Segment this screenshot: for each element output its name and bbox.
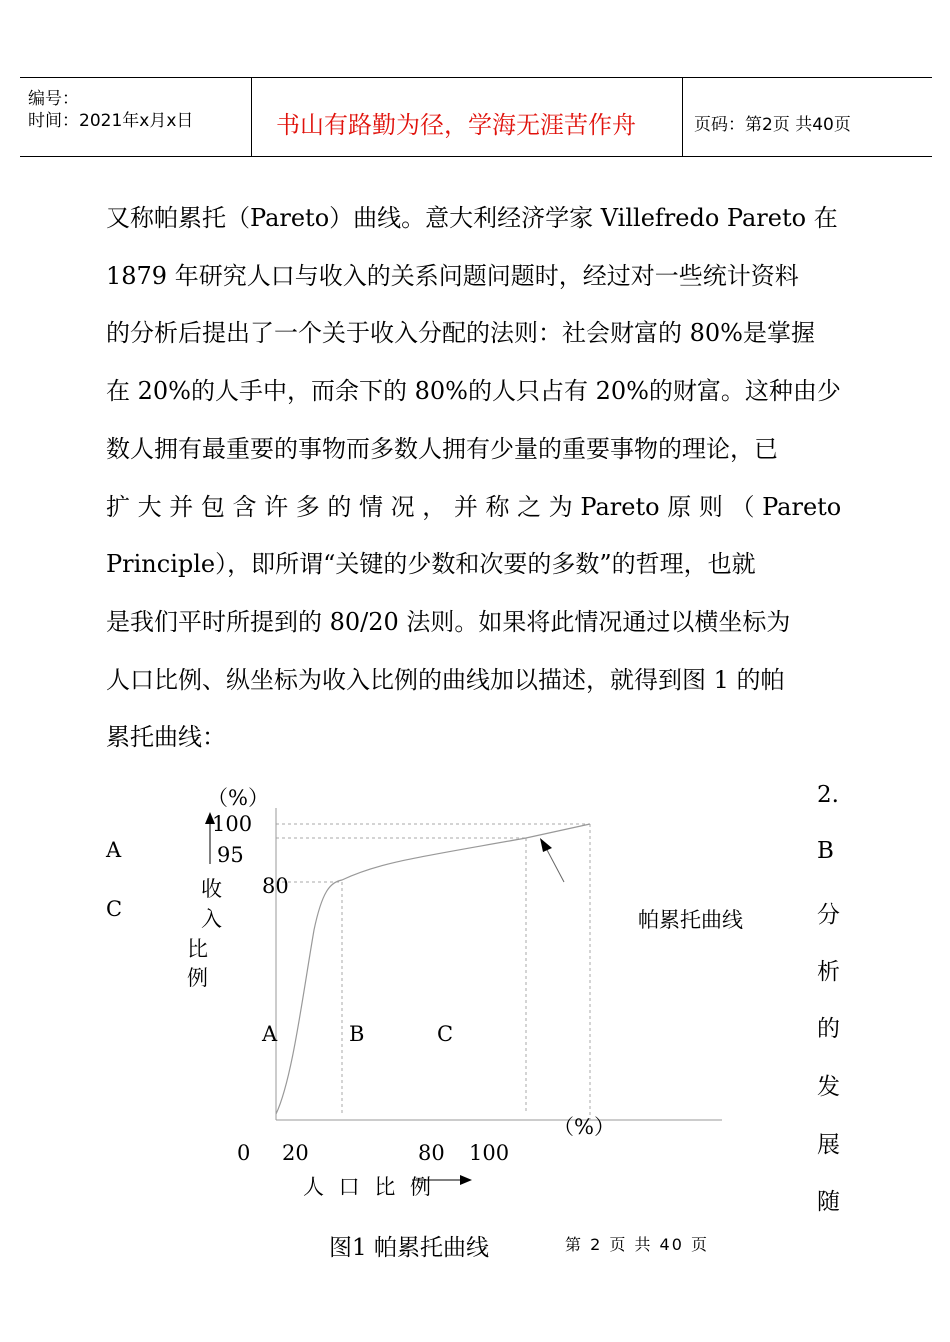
- body-line: 是我们平时所提到的 80/20 法则。如果将此情况通过以横坐标为: [106, 607, 791, 636]
- region-label-b: B: [349, 1022, 365, 1046]
- y-axis-unit: （%）: [207, 786, 269, 810]
- header-motto: 书山有路勤为径，学海无涯苦作舟: [276, 111, 636, 139]
- body-line: 在 20%的人手中，而余下的 80%的人只占有 20%的财富。这种由少: [106, 377, 841, 406]
- right-column-char: 的: [817, 1016, 840, 1042]
- body-line: 1879 年研究人口与收入的关系问题问题时，经过对一些统计资料: [106, 261, 799, 290]
- header-page-label: 页码：第2页 共40页: [694, 115, 851, 135]
- y-axis-label-char: 比: [187, 937, 208, 961]
- y-tick-95: 95: [217, 843, 244, 867]
- y-axis-label-char: 入: [201, 907, 222, 931]
- y-tick-80: 80: [262, 874, 289, 898]
- body-line: 的分析后提出了一个关于收入分配的法则：社会财富的 80%是掌握: [106, 319, 815, 348]
- y-axis-label-char: 例: [187, 966, 208, 990]
- pareto-curve: [276, 824, 590, 1114]
- body-line: 扩 大 并 包 含 许 多 的 情 况 ， 并 称 之 为 Pareto 原 则 （ Pareto: [106, 492, 842, 521]
- right-column-char: 2.: [817, 782, 839, 808]
- right-column-char: B: [817, 838, 834, 864]
- body-line: 累托曲线：: [106, 723, 226, 752]
- curve-pointer-stem: [546, 848, 564, 882]
- y-tick-100: 100: [212, 812, 253, 836]
- left-label-a: A: [106, 838, 122, 862]
- region-label-a: A: [262, 1022, 278, 1046]
- curve-label: 帕累托曲线: [638, 908, 743, 932]
- right-column-char: 展: [817, 1132, 840, 1158]
- x-tick-80: 80: [418, 1141, 445, 1165]
- x-axis-unit: （%）: [553, 1115, 615, 1139]
- header-number-label: 编号：: [28, 89, 79, 109]
- y-axis-label-char: 收: [201, 877, 222, 901]
- curve-pointer-arrowhead: [540, 838, 552, 852]
- right-column-char: 析: [817, 959, 840, 985]
- right-column-char: 随: [817, 1189, 840, 1215]
- region-label-c: C: [437, 1022, 454, 1046]
- figure-caption: 图1 帕累托曲线: [329, 1235, 489, 1261]
- right-column-char: 发: [817, 1074, 840, 1100]
- left-label-c: C: [106, 897, 123, 921]
- body-line: 又称帕累托（Pareto）曲线。意大利经济学家 Villefredo Pareto 在: [106, 204, 838, 232]
- x-tick-0: 0: [237, 1141, 251, 1165]
- body-line: 人口比例、纵坐标为收入比例的曲线加以描述，就得到图 1 的帕: [106, 665, 785, 694]
- right-column-char: 分: [817, 902, 840, 928]
- x-tick-100: 100: [469, 1141, 510, 1165]
- body-line: 数人拥有最重要的事物而多数人拥有少量的重要事物的理论，已: [106, 434, 778, 463]
- x-axis-arrowhead: [460, 1175, 472, 1185]
- x-tick-20: 20: [282, 1141, 309, 1165]
- page-footer: 第 2 页 共 40 页: [565, 1235, 709, 1254]
- header-time-label: 时间：2021年x月x日: [28, 111, 194, 131]
- x-axis-label: 人 口 比 例: [303, 1175, 436, 1199]
- body-line: Principle），即所谓“关键的少数和次要的多数”的哲理，也就: [106, 550, 756, 579]
